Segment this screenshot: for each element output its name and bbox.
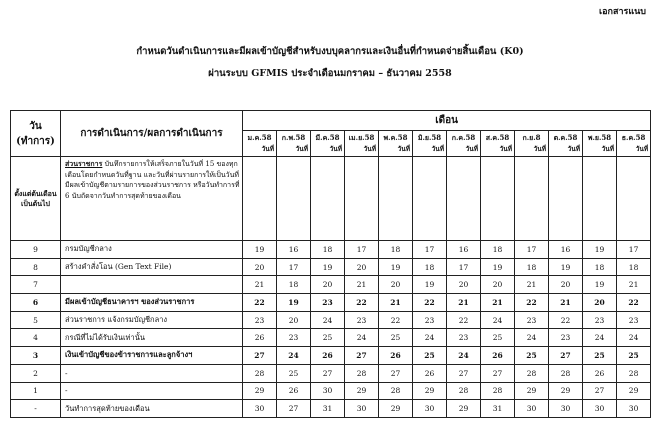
table-row [11, 311, 651, 329]
row-day: 1 [11, 382, 61, 400]
date-cell: 27 [447, 364, 481, 382]
date-cell: 26 [277, 382, 311, 400]
date-cell: 23 [583, 311, 617, 329]
date-cell: 26 [243, 329, 277, 347]
date-cell: 25 [311, 329, 345, 347]
date-cell: 22 [515, 294, 549, 312]
table-row [11, 382, 651, 400]
date-cell: 27 [481, 364, 515, 382]
date-cell: 27 [277, 400, 311, 418]
month-header: มิ.ย.58 วันที่ [413, 131, 447, 157]
date-cell: 18 [617, 258, 651, 276]
date-cell: 26 [311, 347, 345, 365]
date-cell: 31 [481, 400, 515, 418]
month-header: ก.พ.58 วันที่ [277, 131, 311, 157]
month-header: เม.ย.58 วันที่ [345, 131, 379, 157]
first-row-action: ส่วนราชการ บันทึกรายการให้เสร็จภายในวันที่ 15 ของทุกเดือนโดยกำหนดวันที่ฐาน และวันที่ผ่านรายการให้เป็นวันที่มีผลเข้าบัญชีตามรายการของส่วนราชการ หรือวันทำการที่ 6 นับถัดจากวันทำการสุดท้ายของเดือน [61, 157, 243, 241]
date-cell: 18 [481, 241, 515, 259]
date-cell: 30 [515, 400, 549, 418]
month-header: มี.ค.58 วันที่ [311, 131, 345, 157]
date-cell: 25 [583, 347, 617, 365]
date-cell: 23 [413, 311, 447, 329]
date-cell: 28 [345, 364, 379, 382]
date-cell: 27 [243, 347, 277, 365]
date-cell: 22 [447, 311, 481, 329]
date-cell: 24 [345, 329, 379, 347]
date-cell: 17 [345, 241, 379, 259]
date-cell: 25 [617, 347, 651, 365]
row-action: เงินเข้าบัญชีของข้าราชการและลูกจ้างฯ [61, 347, 243, 365]
date-cell: 30 [413, 400, 447, 418]
date-cell: 23 [515, 311, 549, 329]
date-cell: 20 [549, 276, 583, 294]
document-title: กำหนดวันดำเนินการและมีผลเข้าบัญชีสำหรับงบบุคลากรและเงินอื่นที่กำหนดจ่ายสิ้นเดือน (K0) [136, 46, 524, 57]
month-header: ธ.ค.58 วันที่ [617, 131, 651, 157]
date-cell: 18 [515, 258, 549, 276]
empty-cell [311, 157, 345, 241]
date-cell: 24 [277, 347, 311, 365]
date-cell: 23 [549, 329, 583, 347]
date-cell: 20 [447, 276, 481, 294]
schedule-table [10, 110, 651, 418]
date-cell: 24 [583, 329, 617, 347]
date-cell: 27 [549, 347, 583, 365]
date-cell: 25 [481, 329, 515, 347]
date-cell: 20 [583, 294, 617, 312]
row-day: 9 [11, 241, 61, 259]
row-action: ส่วนราชการ แจ้งกรมบัญชีกลาง [61, 311, 243, 329]
date-cell: 19 [549, 258, 583, 276]
date-cell: 28 [243, 364, 277, 382]
date-cell: 29 [447, 400, 481, 418]
date-cell: 28 [515, 364, 549, 382]
month-header: ส.ค.58 วันที่ [481, 131, 515, 157]
row-day: 4 [11, 329, 61, 347]
date-cell: 31 [311, 400, 345, 418]
date-cell: 23 [277, 329, 311, 347]
row-action: มีผลเข้าบัญชีธนาคารฯ ของส่วนราชการ [61, 294, 243, 312]
date-cell: 26 [583, 364, 617, 382]
date-cell: 23 [243, 311, 277, 329]
date-cell: 22 [379, 311, 413, 329]
date-cell: 16 [549, 241, 583, 259]
date-cell: 21 [549, 294, 583, 312]
date-cell: 26 [413, 364, 447, 382]
empty-cell [243, 157, 277, 241]
row-day: - [11, 400, 61, 418]
date-cell: 18 [277, 276, 311, 294]
date-cell: 29 [379, 400, 413, 418]
row-day: 6 [11, 294, 61, 312]
date-cell: 19 [481, 258, 515, 276]
date-cell: 16 [277, 241, 311, 259]
date-cell: 20 [481, 276, 515, 294]
table-row [11, 258, 651, 276]
date-cell: 17 [447, 258, 481, 276]
date-cell: 24 [413, 329, 447, 347]
date-cell: 30 [311, 382, 345, 400]
date-cell: 22 [549, 311, 583, 329]
date-cell: 22 [413, 294, 447, 312]
empty-cell [617, 157, 651, 241]
date-cell: 21 [379, 294, 413, 312]
date-cell: 25 [515, 347, 549, 365]
date-cell: 19 [583, 276, 617, 294]
empty-cell [413, 157, 447, 241]
date-cell: 24 [311, 311, 345, 329]
date-cell: 29 [515, 382, 549, 400]
date-cell: 30 [243, 400, 277, 418]
date-cell: 19 [311, 258, 345, 276]
table-row [11, 294, 651, 312]
date-cell: 29 [243, 382, 277, 400]
row-action [61, 276, 243, 294]
date-cell: 21 [447, 294, 481, 312]
row-day: 8 [11, 258, 61, 276]
date-cell: 19 [277, 294, 311, 312]
date-cell: 24 [481, 311, 515, 329]
date-cell: 18 [583, 258, 617, 276]
table-row [11, 364, 651, 382]
date-cell: 17 [277, 258, 311, 276]
row-day: 2 [11, 364, 61, 382]
date-cell: 21 [617, 276, 651, 294]
empty-cell [481, 157, 515, 241]
first-row-day: ตั้งแต่ต้นเดือนเป็นต้นไป [11, 157, 61, 241]
row-action: กรณีที่ไม่ได้รับเงินเท่านั้น [61, 329, 243, 347]
date-cell: 19 [413, 276, 447, 294]
date-cell: 22 [243, 294, 277, 312]
empty-cell [447, 157, 481, 241]
empty-cell [583, 157, 617, 241]
attachment-label: เอกสารแนบ [599, 7, 646, 17]
month-header: พ.ค.58 วันที่ [379, 131, 413, 157]
date-cell: 26 [481, 347, 515, 365]
date-cell: 27 [583, 382, 617, 400]
month-header: ต.ค.58 วันที่ [549, 131, 583, 157]
date-cell: 21 [481, 294, 515, 312]
row-action: - [61, 364, 243, 382]
empty-cell [379, 157, 413, 241]
empty-cell [345, 157, 379, 241]
date-cell: 19 [243, 241, 277, 259]
date-cell: 20 [243, 258, 277, 276]
date-cell: 28 [549, 364, 583, 382]
date-cell: 24 [617, 329, 651, 347]
date-cell: 27 [311, 364, 345, 382]
date-cell: 19 [583, 241, 617, 259]
date-cell: 29 [617, 382, 651, 400]
action-column-header: การดำเนินการ/ผลการดำเนินการ [61, 111, 243, 157]
date-cell: 29 [549, 382, 583, 400]
date-cell: 23 [311, 294, 345, 312]
document-subtitle: ผ่านระบบ GFMIS ประจำเดือนมกราคม – ธันวาคม 2558 [208, 68, 452, 79]
date-cell: 22 [345, 294, 379, 312]
row-action: กรมบัญชีกลาง [61, 241, 243, 259]
date-cell: 23 [447, 329, 481, 347]
date-cell: 29 [413, 382, 447, 400]
date-cell: 25 [413, 347, 447, 365]
date-cell: 23 [345, 311, 379, 329]
date-cell: 25 [277, 364, 311, 382]
date-cell: 27 [345, 347, 379, 365]
table-row [11, 241, 651, 259]
row-action: - [61, 382, 243, 400]
day-column-header: วัน (ทำการ) [11, 111, 61, 157]
row-day: 3 [11, 347, 61, 365]
date-cell: 18 [311, 241, 345, 259]
date-cell: 30 [345, 400, 379, 418]
table-row [11, 347, 651, 365]
table-row [11, 276, 651, 294]
date-cell: 25 [379, 329, 413, 347]
date-cell: 20 [277, 311, 311, 329]
date-cell: 21 [345, 276, 379, 294]
date-cell: 20 [379, 276, 413, 294]
date-cell: 17 [413, 241, 447, 259]
date-cell: 29 [345, 382, 379, 400]
row-day: 5 [11, 311, 61, 329]
date-cell: 23 [617, 311, 651, 329]
month-header: พ.ย.58 วันที่ [583, 131, 617, 157]
row-action: สร้างคำสั่งโอน (Gen Text File) [61, 258, 243, 276]
date-cell: 18 [379, 241, 413, 259]
date-cell: 22 [617, 294, 651, 312]
date-cell: 24 [515, 329, 549, 347]
month-group-header: เดือน [243, 111, 651, 131]
date-cell: 19 [379, 258, 413, 276]
date-cell: 28 [379, 382, 413, 400]
date-cell: 21 [515, 276, 549, 294]
date-cell: 28 [447, 382, 481, 400]
date-cell: 21 [243, 276, 277, 294]
date-cell: 30 [549, 400, 583, 418]
date-cell: 17 [617, 241, 651, 259]
date-cell: 30 [583, 400, 617, 418]
empty-cell [549, 157, 583, 241]
month-header: ก.ค.58 วันที่ [447, 131, 481, 157]
row-action: วันทำการสุดท้ายของเดือน [61, 400, 243, 418]
date-cell: 20 [311, 276, 345, 294]
date-cell: 18 [413, 258, 447, 276]
date-cell: 28 [481, 382, 515, 400]
date-cell: 17 [515, 241, 549, 259]
month-header: ก.ย.8 วันที่ [515, 131, 549, 157]
row-day: 7 [11, 276, 61, 294]
date-cell: 28 [617, 364, 651, 382]
month-header: ม.ค.58 วันที่ [243, 131, 277, 157]
empty-cell [277, 157, 311, 241]
date-cell: 24 [447, 347, 481, 365]
date-cell: 27 [379, 364, 413, 382]
table-row [11, 329, 651, 347]
date-cell: 26 [379, 347, 413, 365]
date-cell: 30 [617, 400, 651, 418]
date-cell: 20 [345, 258, 379, 276]
empty-cell [515, 157, 549, 241]
date-cell: 16 [447, 241, 481, 259]
table-row [11, 400, 651, 418]
